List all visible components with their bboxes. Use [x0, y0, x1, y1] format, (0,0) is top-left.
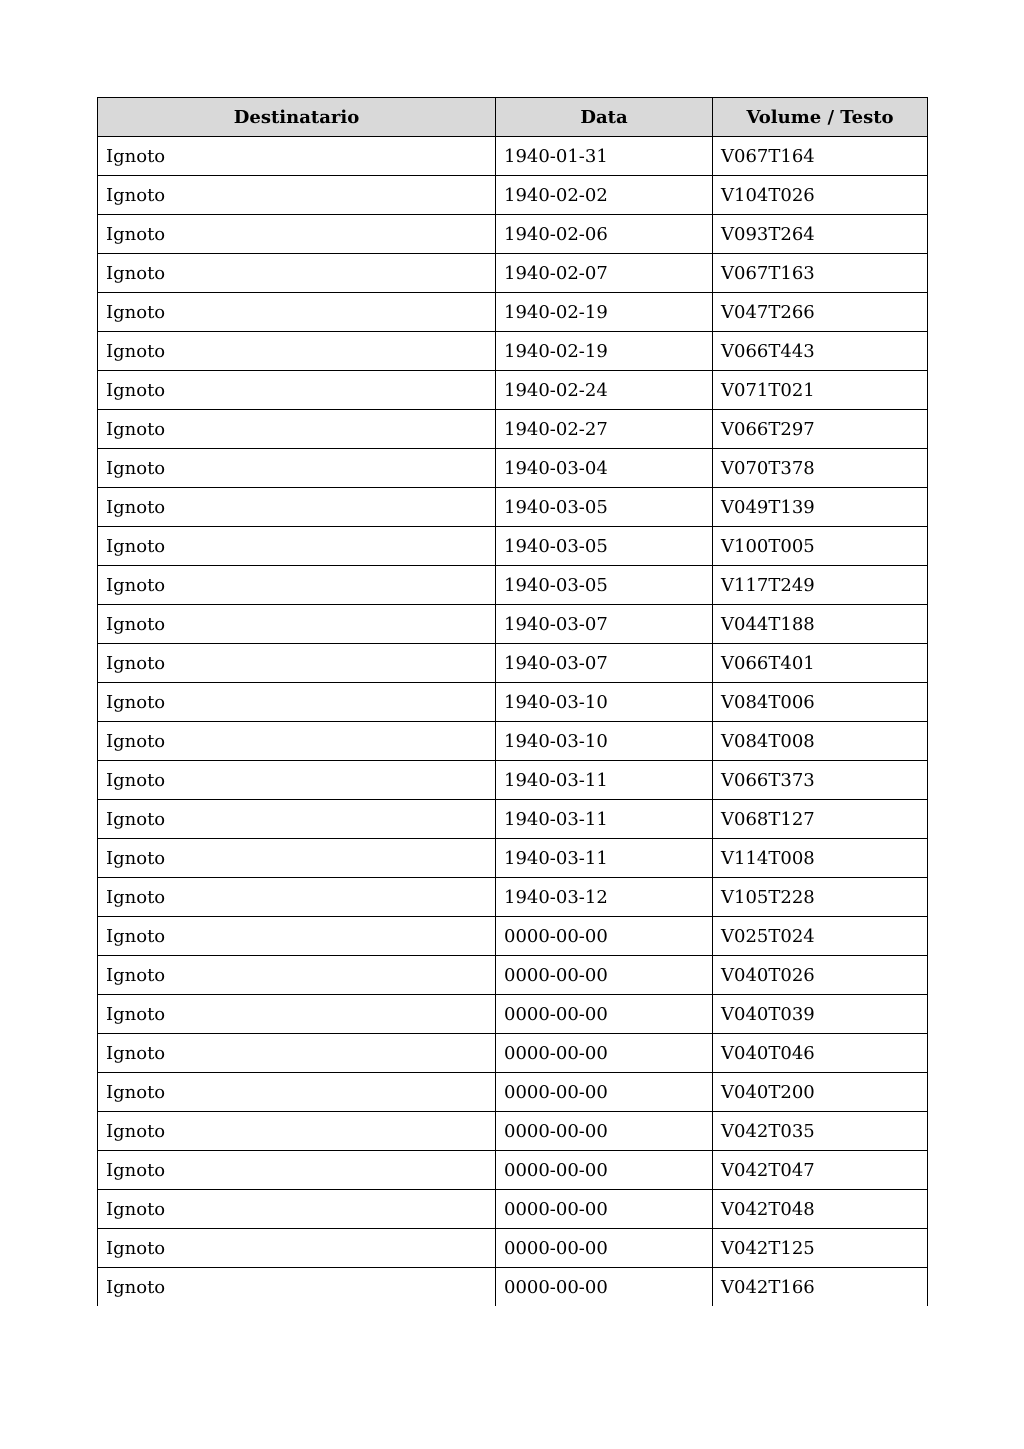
cell-data: 1940-02-19	[496, 293, 713, 332]
cell-data: 1940-03-11	[496, 761, 713, 800]
cell-destinatario: Ignoto	[98, 566, 496, 605]
table-row	[98, 917, 928, 956]
table-body	[98, 137, 928, 1307]
cell-destinatario: Ignoto	[98, 1112, 496, 1151]
table-row	[98, 1190, 928, 1229]
cell-data: 1940-03-11	[496, 800, 713, 839]
cell-data: 1940-03-05	[496, 488, 713, 527]
cell-destinatario: Ignoto	[98, 644, 496, 683]
table-row	[98, 215, 928, 254]
table-row	[98, 956, 928, 995]
cell-volume-testo: V093T264	[713, 215, 928, 254]
table-row	[98, 839, 928, 878]
cell-destinatario: Ignoto	[98, 137, 496, 176]
table-row	[98, 488, 928, 527]
cell-destinatario: Ignoto	[98, 293, 496, 332]
cell-data: 1940-03-12	[496, 878, 713, 917]
cell-volume-testo: V042T125	[713, 1229, 928, 1268]
cell-data: 0000-00-00	[496, 1151, 713, 1190]
cell-destinatario: Ignoto	[98, 1268, 496, 1307]
cell-destinatario: Ignoto	[98, 488, 496, 527]
table-row	[98, 254, 928, 293]
cell-volume-testo: V066T297	[713, 410, 928, 449]
cell-volume-testo: V066T401	[713, 644, 928, 683]
cell-data: 0000-00-00	[496, 956, 713, 995]
cell-data: 0000-00-00	[496, 995, 713, 1034]
cell-data: 1940-03-04	[496, 449, 713, 488]
cell-volume-testo: V066T373	[713, 761, 928, 800]
cell-volume-testo: V084T008	[713, 722, 928, 761]
cell-destinatario: Ignoto	[98, 839, 496, 878]
cell-volume-testo: V049T139	[713, 488, 928, 527]
column-header-destinatario: Destinatario	[98, 98, 496, 137]
cell-data: 1940-02-24	[496, 371, 713, 410]
column-header-volume-testo: Volume / Testo	[713, 98, 928, 137]
records-table	[97, 97, 928, 1306]
cell-destinatario: Ignoto	[98, 1151, 496, 1190]
cell-volume-testo: V066T443	[713, 332, 928, 371]
table-row	[98, 1151, 928, 1190]
table-row	[98, 1268, 928, 1307]
cell-destinatario: Ignoto	[98, 956, 496, 995]
cell-data: 1940-02-02	[496, 176, 713, 215]
cell-data: 1940-02-06	[496, 215, 713, 254]
cell-data: 1940-02-19	[496, 332, 713, 371]
cell-volume-testo: V067T164	[713, 137, 928, 176]
table-row	[98, 371, 928, 410]
cell-destinatario: Ignoto	[98, 1190, 496, 1229]
table-row	[98, 683, 928, 722]
table-row	[98, 176, 928, 215]
cell-destinatario: Ignoto	[98, 176, 496, 215]
table-row	[98, 1229, 928, 1268]
cell-data: 1940-03-05	[496, 527, 713, 566]
cell-data: 0000-00-00	[496, 917, 713, 956]
cell-destinatario: Ignoto	[98, 683, 496, 722]
table-row	[98, 1112, 928, 1151]
table-header	[98, 98, 928, 137]
cell-volume-testo: V067T163	[713, 254, 928, 293]
header-row	[98, 98, 928, 137]
cell-volume-testo: V117T249	[713, 566, 928, 605]
cell-destinatario: Ignoto	[98, 332, 496, 371]
cell-data: 1940-02-27	[496, 410, 713, 449]
cell-destinatario: Ignoto	[98, 1073, 496, 1112]
cell-volume-testo: V042T035	[713, 1112, 928, 1151]
cell-destinatario: Ignoto	[98, 917, 496, 956]
cell-volume-testo: V105T228	[713, 878, 928, 917]
cell-volume-testo: V100T005	[713, 527, 928, 566]
table-row	[98, 527, 928, 566]
cell-data: 0000-00-00	[496, 1268, 713, 1307]
table-row	[98, 1073, 928, 1112]
cell-data: 0000-00-00	[496, 1112, 713, 1151]
cell-volume-testo: V044T188	[713, 605, 928, 644]
table-row	[98, 566, 928, 605]
cell-volume-testo: V040T046	[713, 1034, 928, 1073]
cell-destinatario: Ignoto	[98, 722, 496, 761]
cell-data: 0000-00-00	[496, 1229, 713, 1268]
cell-data: 1940-03-10	[496, 722, 713, 761]
table-row	[98, 878, 928, 917]
table-row	[98, 800, 928, 839]
cell-volume-testo: V025T024	[713, 917, 928, 956]
cell-data: 1940-03-11	[496, 839, 713, 878]
table-row	[98, 449, 928, 488]
table-row	[98, 995, 928, 1034]
cell-volume-testo: V040T039	[713, 995, 928, 1034]
table-row	[98, 410, 928, 449]
cell-data: 1940-03-07	[496, 605, 713, 644]
cell-volume-testo: V070T378	[713, 449, 928, 488]
cell-destinatario: Ignoto	[98, 527, 496, 566]
table-row	[98, 644, 928, 683]
cell-volume-testo: V114T008	[713, 839, 928, 878]
cell-data: 1940-03-05	[496, 566, 713, 605]
cell-destinatario: Ignoto	[98, 1034, 496, 1073]
cell-volume-testo: V042T166	[713, 1268, 928, 1307]
cell-volume-testo: V042T048	[713, 1190, 928, 1229]
table-row	[98, 605, 928, 644]
table-row	[98, 293, 928, 332]
column-header-data: Data	[496, 98, 713, 137]
cell-volume-testo: V047T266	[713, 293, 928, 332]
cell-data: 0000-00-00	[496, 1190, 713, 1229]
table-row	[98, 761, 928, 800]
cell-destinatario: Ignoto	[98, 878, 496, 917]
cell-destinatario: Ignoto	[98, 995, 496, 1034]
cell-destinatario: Ignoto	[98, 449, 496, 488]
cell-destinatario: Ignoto	[98, 410, 496, 449]
cell-destinatario: Ignoto	[98, 761, 496, 800]
table-row	[98, 137, 928, 176]
cell-destinatario: Ignoto	[98, 605, 496, 644]
cell-volume-testo: V068T127	[713, 800, 928, 839]
cell-data: 1940-01-31	[496, 137, 713, 176]
cell-data: 1940-02-07	[496, 254, 713, 293]
table-row	[98, 1034, 928, 1073]
cell-data: 1940-03-10	[496, 683, 713, 722]
cell-destinatario: Ignoto	[98, 215, 496, 254]
cell-volume-testo: V042T047	[713, 1151, 928, 1190]
cell-destinatario: Ignoto	[98, 371, 496, 410]
cell-data: 0000-00-00	[496, 1073, 713, 1112]
cell-data: 0000-00-00	[496, 1034, 713, 1073]
table-row	[98, 332, 928, 371]
cell-data: 1940-03-07	[496, 644, 713, 683]
cell-destinatario: Ignoto	[98, 254, 496, 293]
cell-volume-testo: V040T200	[713, 1073, 928, 1112]
cell-destinatario: Ignoto	[98, 800, 496, 839]
cell-destinatario: Ignoto	[98, 1229, 496, 1268]
cell-volume-testo: V084T006	[713, 683, 928, 722]
cell-volume-testo: V104T026	[713, 176, 928, 215]
cell-volume-testo: V071T021	[713, 371, 928, 410]
table-row	[98, 722, 928, 761]
cell-volume-testo: V040T026	[713, 956, 928, 995]
